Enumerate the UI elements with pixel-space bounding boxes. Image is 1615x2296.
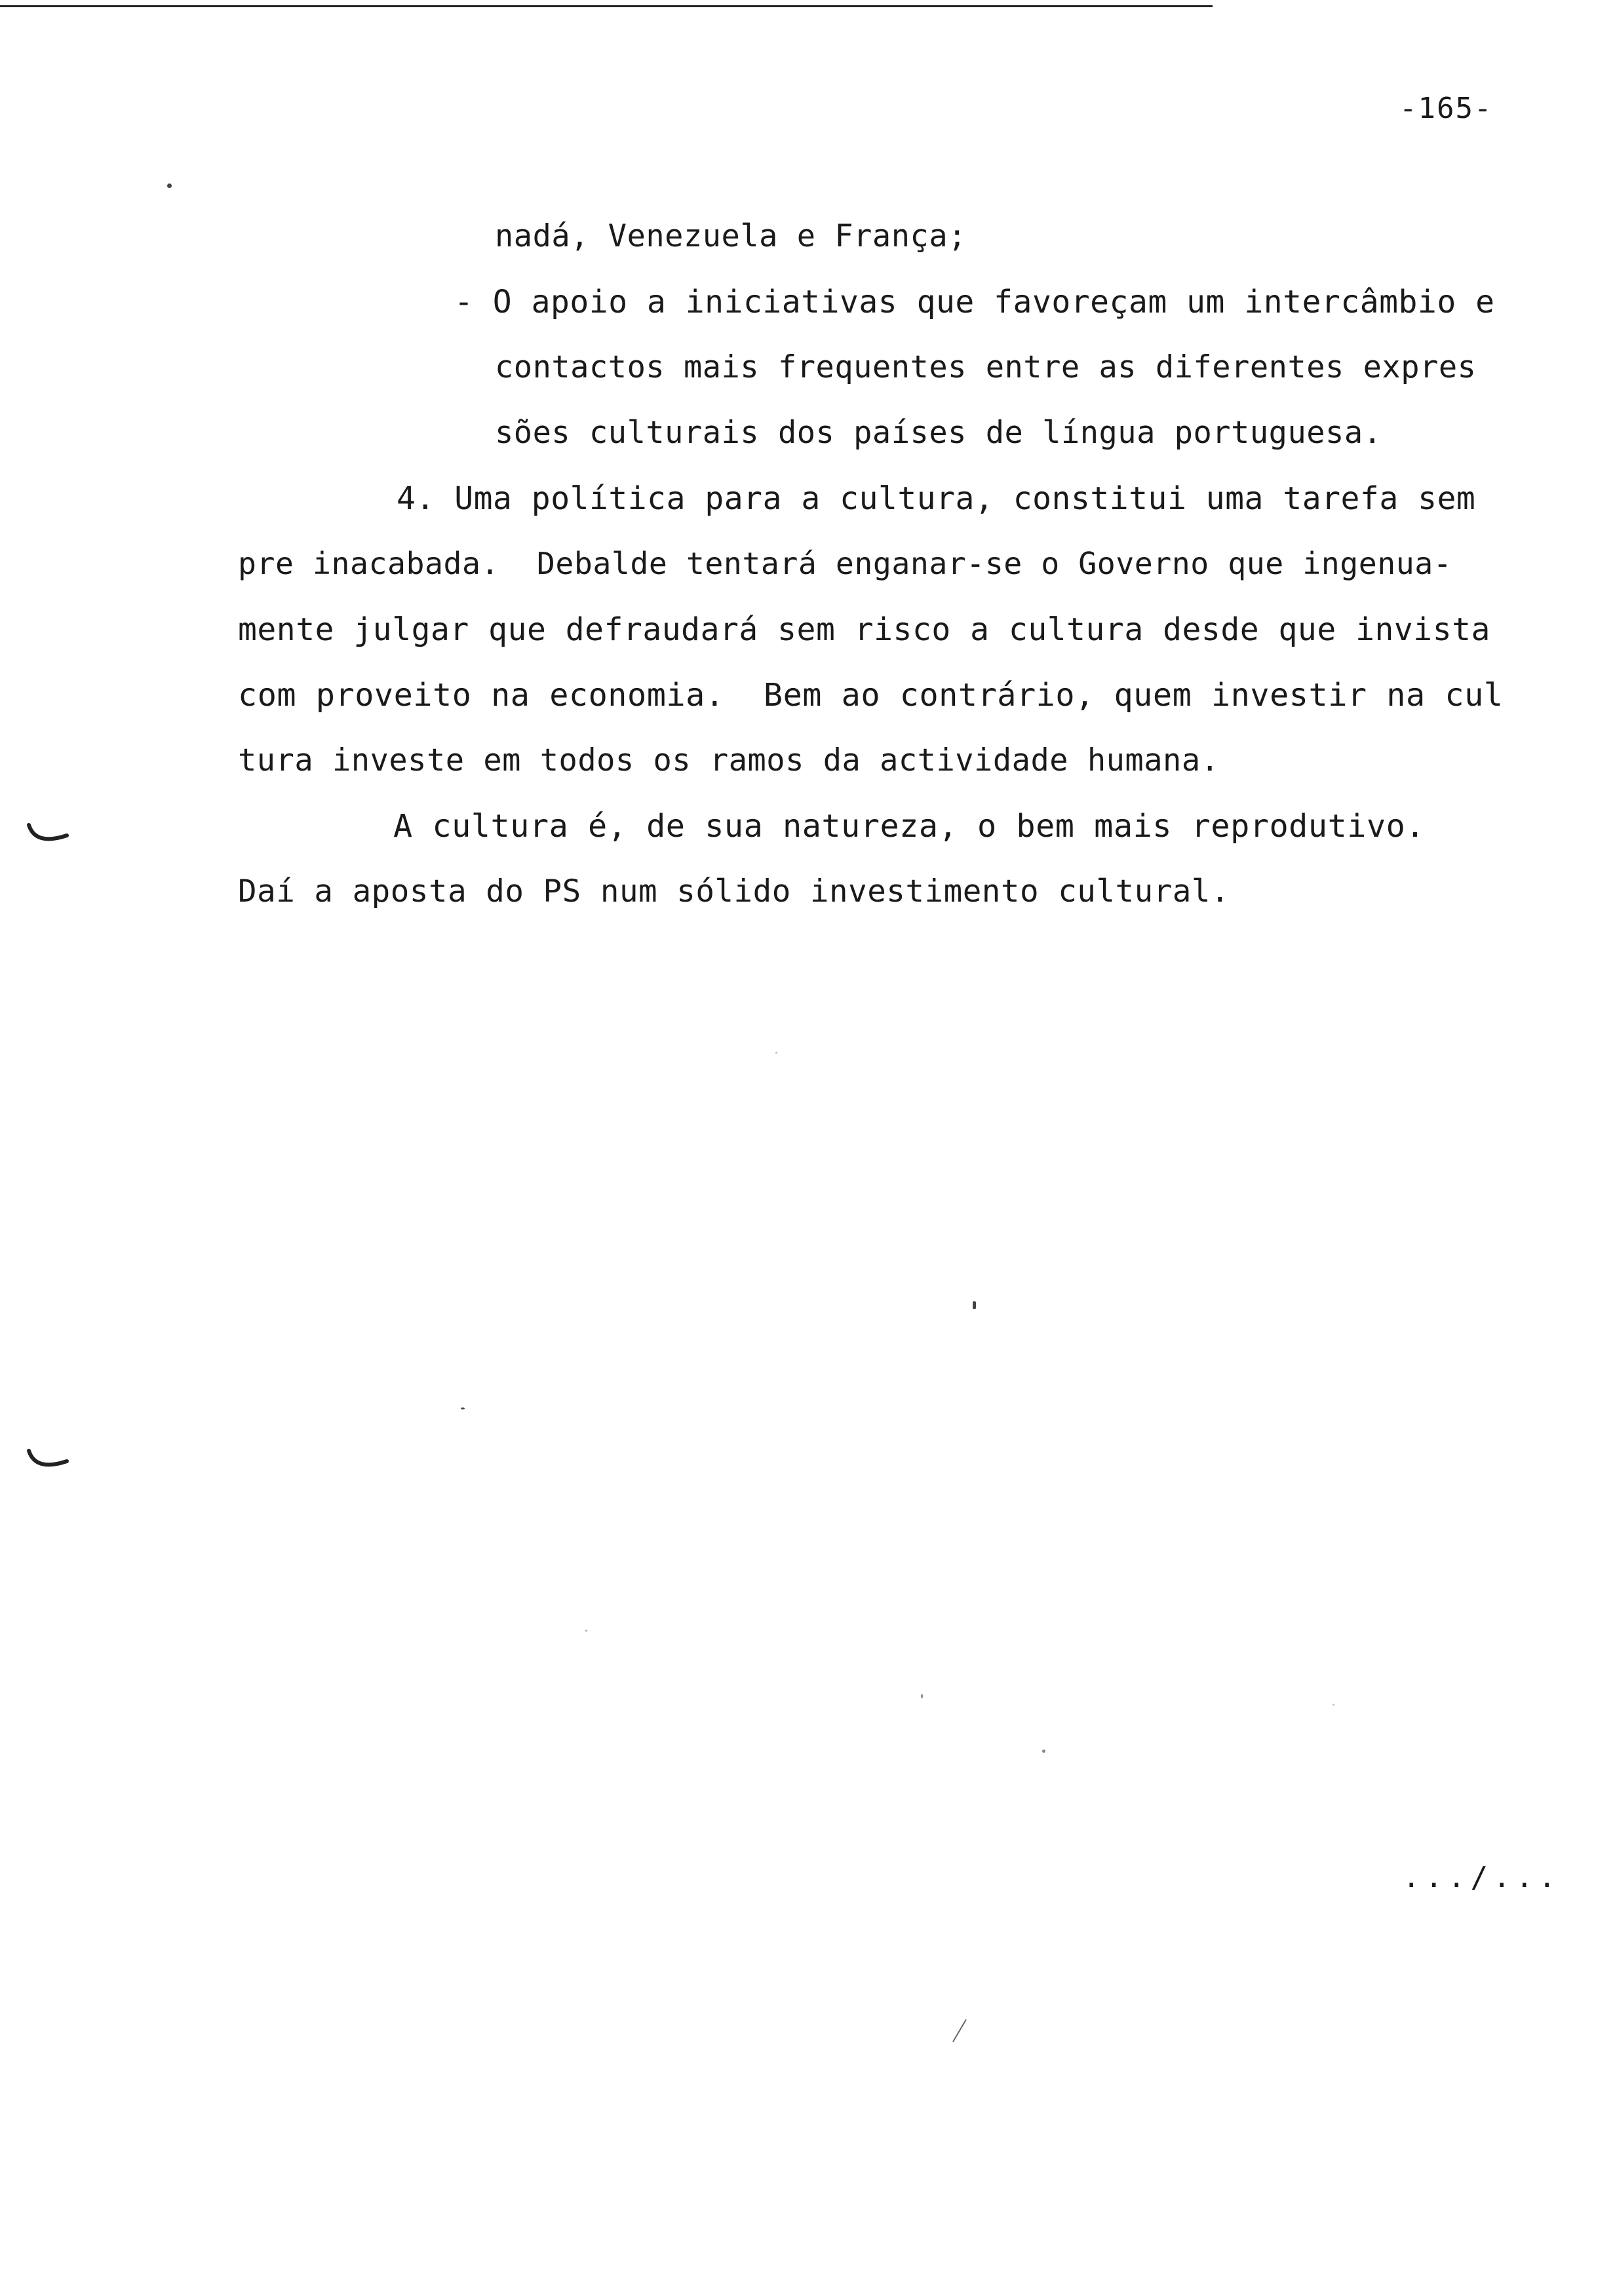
speck-mark — [950, 2018, 970, 2044]
speck — [921, 1694, 923, 1698]
speck — [1042, 1750, 1045, 1753]
speck — [973, 1301, 976, 1309]
text-line: A cultura é, de sua natureza, o bem mais reprodutivo. — [393, 808, 1426, 845]
margin-mark — [26, 1448, 72, 1478]
text-line: Daí a aposta do PS num sólido investimento cultural. — [238, 873, 1230, 909]
speck — [775, 1052, 777, 1054]
speck — [1333, 1704, 1334, 1706]
text-line: pre inacabada. Debalde tentará enganar-se o Governo que ingenua- — [238, 546, 1452, 581]
text-line: sões culturais dos países de língua portuguesa. — [495, 415, 1382, 451]
speck — [585, 1630, 587, 1632]
text-line: mente julgar que defraudará sem risco a cultura desde que invista — [238, 611, 1490, 648]
text-line: contactos mais frequentes entre as diferentes expres — [495, 349, 1477, 385]
speck — [167, 183, 172, 188]
speck — [461, 1407, 465, 1409]
text-line: com proveito na economia. Bem ao contrário, quem investir na cul — [238, 677, 1504, 714]
margin-mark — [26, 822, 72, 852]
text-line: - O apoio a iniciativas que favoreçam um intercâmbio e — [454, 284, 1495, 320]
text-line: tura investe em todos os ramos da actividade humana. — [238, 742, 1220, 778]
continuation-mark: .../... — [1403, 1861, 1561, 1894]
top-rule — [0, 5, 1213, 7]
text-line: nadá, Venezuela e França; — [495, 218, 967, 254]
page-number: -165- — [1399, 92, 1493, 125]
text-line: 4. Uma política para a cultura, constitui uma tarefa sem — [397, 480, 1476, 517]
